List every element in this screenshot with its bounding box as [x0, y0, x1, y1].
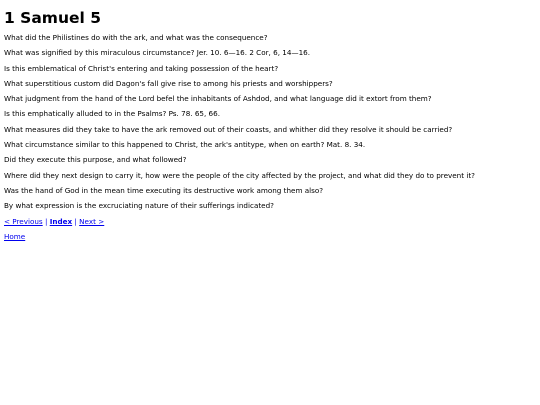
question-12: By what expression is the excruciating nature of their sufferings indicated? — [4, 201, 274, 211]
question-6: Is this emphatically alluded to in the Psalms? Ps. 78. 65, 66. — [4, 109, 220, 119]
pager-nav — [4, 218, 534, 233]
question-7: What measures did they take to have the ark removed out of their coasts, and whither did they resolve it should be carried? — [4, 124, 453, 134]
question-5: What judgment from the hand of the Lord befel the inhabitants of Ashdod, and what language did it extort from them? — [4, 94, 432, 104]
question-11: Was the hand of God in the mean time executing its destructive work among them also? — [4, 185, 324, 195]
question-3: Is this emblematical of Christ's entering and taking possession of the heart? — [4, 63, 279, 73]
question-9: Did they execute this purpose, and what followed? — [4, 155, 187, 165]
home-link[interactable]: Home — [4, 231, 26, 241]
question-1: What did the Philistines do with the ark, and what was the consequence? — [4, 33, 268, 42]
home-nav — [4, 233, 534, 248]
nav-separator: | — [74, 216, 77, 226]
page-title: 1 Samuel 5 — [4, 9, 101, 27]
previous-link[interactable]: < Previous — [4, 216, 43, 226]
nav-separator: | — [44, 216, 48, 226]
index-link[interactable]: Index — [49, 216, 73, 226]
next-link[interactable]: Next > — [79, 216, 105, 226]
question-10: Where did they next design to carry it, how were the people of the city affected by the project, and what did they do to prevent it? — [4, 170, 475, 180]
question-4: What superstitious custom did Dagon's fall give rise to among his priests and worshippers? — [4, 78, 333, 88]
question-2: What was signified by this miraculous circumstance? Jer. 10. 6—16. 2 Cor, 6, 14—16. — [4, 48, 311, 58]
page-content — [4, 9, 534, 248]
question-8: What circumstance similar to this happened to Christ, the ark's antitype, when on earth? Mat. 8. 34. — [4, 140, 366, 150]
